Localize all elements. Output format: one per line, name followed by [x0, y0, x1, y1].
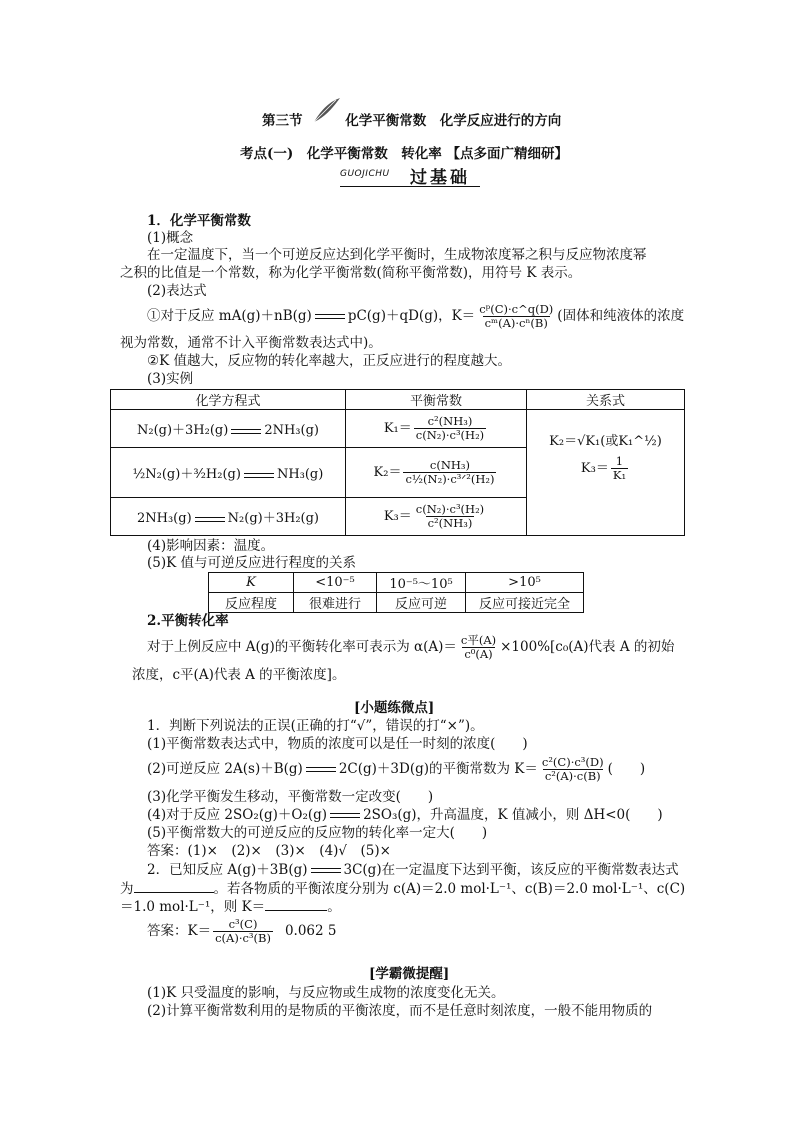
practice-heading: [小题练微点]	[354, 700, 435, 716]
table-header: 化学方程式	[111, 390, 346, 410]
section-title	[262, 112, 561, 130]
expr-label: (2)表达式	[147, 283, 207, 299]
conversion-fraction: $\frac{\text{c平(A)}}{\text{c⁰(A)}}$	[460, 632, 497, 661]
question-1-5: (5)平衡常数大的可逆反应的反应物的转化率一定大( )	[147, 825, 488, 841]
relation-cell	[527, 410, 685, 536]
relation-2: K₃＝ $\frac{1}{\text{K₁}}$	[580, 454, 627, 482]
kaodian-title: 考点(一) 化学平衡常数 转化率 【点多面广精细研】	[240, 146, 568, 162]
answer-blank[interactable]	[265, 898, 327, 911]
s1-heading: 1．化学平衡常数	[147, 213, 251, 229]
conversion-line-1: 对于上例反应中 A(g)的平衡转化率可表示为 α(A)＝ $\frac{\text{c平(A)}}{\text{c⁰(A)}}$ ×100%[c₀(A)代表 A 的初始	[147, 632, 675, 661]
table-row: 反应程度 很难进行 反应可逆 反应可接近完全	[209, 593, 584, 613]
feather-icon	[312, 96, 342, 124]
expr-fraction: $\frac{\text{cᵖ(C)·c\textasciicircum{}q(D)}}{\text{cᵐ(A)·cⁿ(B)}}$	[479, 301, 554, 330]
question-1-3: (3)化学平衡发生移动，平衡常数一定改变( )	[147, 789, 434, 805]
answer-2: 答案：K＝ $\frac{\text{c³(C)}}{\text{c(A)·c³(B)}}$ 0.062 5	[147, 916, 337, 945]
question-1: 1．判断下列说法的正误(正确的打“√”，错误的打“×”)。	[147, 718, 484, 734]
concept-label: (1)概念	[147, 230, 194, 246]
guojichu-zh: 过基础	[410, 168, 470, 188]
section-number: 第三节	[262, 113, 303, 129]
factor-line: (4)影响因素：温度。	[147, 538, 275, 554]
tip-1: (1)K 只受温度的影响，与反应物或生成物的浓度变化无关。	[147, 985, 505, 1001]
question-2: 2．已知反应 A(g)＋3B(g) 3C(g)在一定温度下达到平衡，该反应的平衡常数表达式	[147, 862, 679, 878]
question-2-line-3: ＝1.0 mol·L⁻¹，则 K＝ 。	[120, 899, 341, 915]
question-1-2: (2)可逆反应 2A(s)＋B(g) 2C(g)＋3D(g)的平衡常数为 K＝ $\frac{\text{c²(C)·c³(D)}}{\text{c²(A)·c(B)}}$ ( )	[147, 754, 646, 783]
concept-line-2: 之积的比值是一个常数，称为化学平衡常数(简称平衡常数)，用符号 K 表示。	[120, 265, 582, 281]
table-header: 平衡常数	[346, 390, 527, 410]
answer-blank[interactable]	[134, 880, 214, 893]
tips-heading: [学霸微提醒]	[369, 966, 450, 982]
table-row: 2NH₃(g) N₂(g)＋3H₂(g) K₃＝ $\frac{\text{c(N₂)·c³(H₂)}}{\text{c²(NH₃)}}$	[111, 498, 685, 536]
expr-line-1: ①对于反应 mA(g)＋nB(g) pC(g)＋qD(g)，K＝ $\frac{\text{cᵖ(C)·c\textasciicircum{}q(D)}}{\text{cᵐ(A)·cⁿ(B)}}$ (固体和纯液体的浓度	[147, 301, 685, 330]
table-row: N₂(g)＋3H₂(g) 2NH₃(g) K₁＝ $\frac{\text{c²(NH₃)}}{\text{c(N₂)·c³(H₂)}}$ K₂＝√K₁(或K₁^½) K₃＝ $\frac{1}{\text{K₁}}$	[111, 410, 685, 448]
k-range-table	[208, 572, 584, 613]
relation-1: K₂＝√K₁(或K₁^½)	[549, 434, 662, 449]
table-row: K <10⁻⁵ 10⁻⁵～10⁵ >10⁵	[209, 573, 584, 593]
question-1-1: (1)平衡常数表达式中，物质的浓度可以是任一时刻的浓度( )	[147, 736, 528, 752]
answer-1: 答案：(1)× (2)× (3)× (4)√ (5)×	[147, 843, 391, 859]
expr-line-2: 视为常数，通常不计入平衡常数表达式中)。	[120, 335, 382, 351]
example-label: (3)实例	[147, 371, 194, 387]
table-row: ½N₂(g)＋³⁄₂H₂(g) NH₃(g) K₂＝ $\frac{\text{c(NH₃)}}{\text{c½(N₂)·c³ᐟ²(H₂)}}$	[111, 448, 685, 498]
conversion-line-2: 浓度，c平(A)代表 A 的平衡浓度]。	[132, 667, 346, 683]
relation-line: (5)K 值与可逆反应进行程度的关系	[147, 555, 356, 571]
section-topic: 化学平衡常数 化学反应进行的方向	[345, 113, 562, 129]
question-2-line-2: 为 。若各物质的平衡浓度分别为 c(A)＝2.0 mol·L⁻¹、c(B)＝2.0 mol·L⁻¹、c(C)	[120, 881, 686, 897]
table-header: 关系式	[527, 390, 685, 410]
s2-heading: 2.平衡转化率	[147, 613, 229, 629]
guojichu-en: GUOJICHU	[340, 169, 390, 179]
tip-2: (2)计算平衡常数利用的是物质的平衡浓度，而不是任意时刻浓度，一般不能用物质的	[147, 1003, 653, 1019]
equilibrium-arrow	[315, 312, 345, 320]
guojichu-banner	[340, 165, 480, 187]
concept-line-1: 在一定温度下，当一个可逆反应达到化学平衡时，生成物浓度幂之积与反应物浓度幂	[147, 247, 647, 263]
expr-line-3: ②K 值越大，反应物的转化率越大，正反应进行的程度越大。	[147, 353, 511, 369]
equilibrium-table	[110, 389, 685, 536]
question-1-4: (4)对于反应 2SO₂(g)＋O₂(g) 2SO₃(g)，升高温度，K 值减小，则 ΔH<0( )	[147, 807, 663, 823]
